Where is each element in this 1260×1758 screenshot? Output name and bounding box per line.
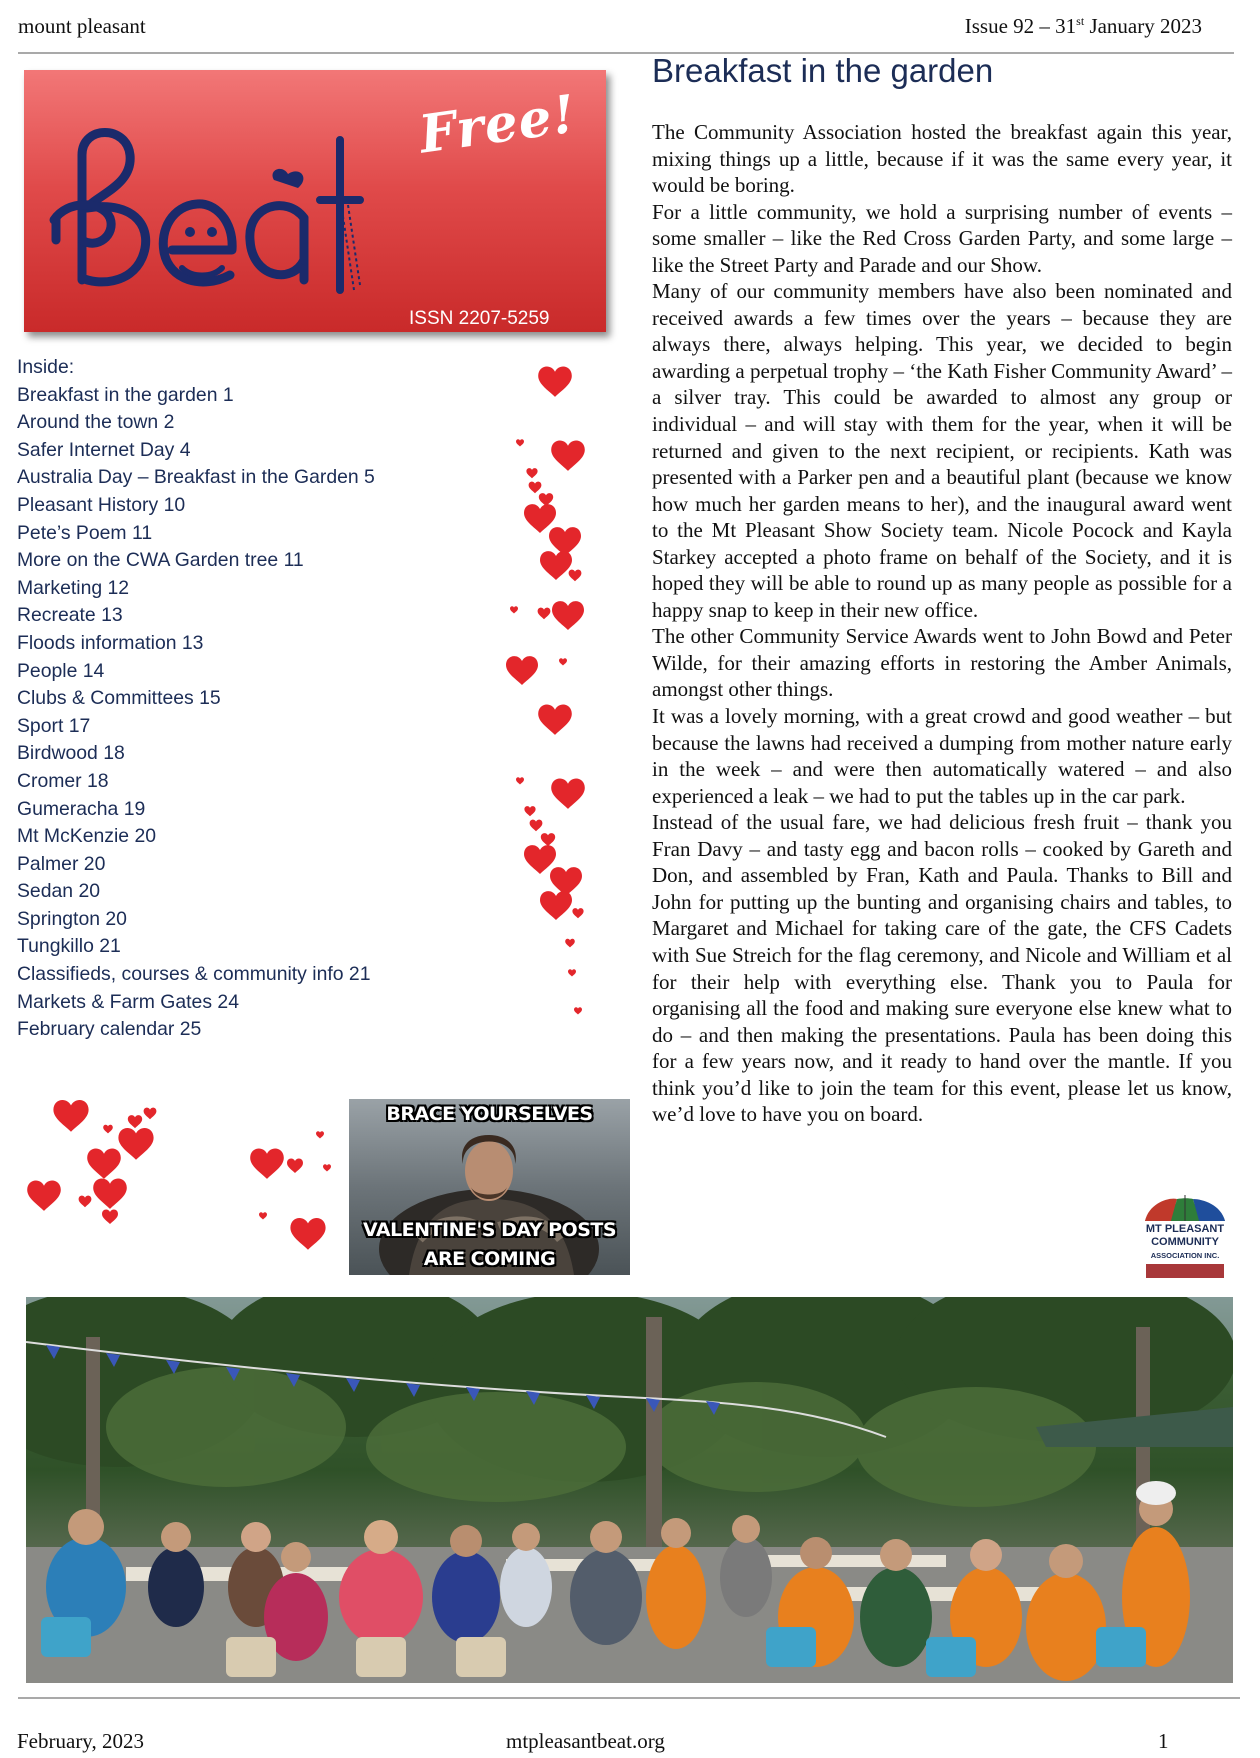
- heart-icon: [27, 1181, 61, 1211]
- contents-heading: Inside:: [17, 356, 75, 378]
- header-divider: [18, 52, 1234, 54]
- meme-bottom-line-2: ARE COMING: [423, 1248, 556, 1270]
- article-paragraph: Many of our community members have also been nominated and received awards a few times over the years – because they are always there, always helping. This year, we decided to begin awarding a perpetual trophy – ‘the Kath Fisher Community Award’ – a silver tray. This could be awarded to almost any group or individual – and will stay with them for the year, when it will be returned and given to the next recipient, or recipients. Kath was presented with a Parker pen and a beautiful plant (because we know how much her garden means to her), and the inaugural award went to the Mt Pleasant Show Society team. Nicole Pocock and Kayla Starkey accepted a photo frame on behalf of the Society, and it is hoped they will be able to round up as many people as possible for a happy snap to keep in their new office.: [652, 279, 1232, 622]
- heart-icon: [93, 1179, 127, 1209]
- heart-icon: [530, 820, 543, 832]
- contents-item: Sport 17: [17, 714, 91, 737]
- contents-item: Breakfast in the garden 1: [17, 383, 234, 406]
- issn-number: ISSN 2207-5259: [409, 308, 550, 329]
- contents-item: Sedan 20: [17, 880, 101, 903]
- contents-item: Classifieds, courses & community info 21: [17, 963, 371, 986]
- article-body: [652, 119, 1232, 1128]
- contents-item: February calendar 25: [17, 1018, 202, 1041]
- article-paragraph: It was a lovely morning, with a great crowd and good weather – but because the lawns had received a dumping from mother nature early in the week – and were then automatically watered – and also experienced a leak – we had to put the tables up in the car park.: [652, 704, 1232, 808]
- heart-icon: [290, 1218, 325, 1250]
- contents-list: [17, 354, 375, 1044]
- article-paragraph: For a little community, we hold a surprising number of events – some smaller – like the Red Cross Garden Party, and some large – like the Street Party and Parade and our Show.: [652, 199, 1232, 277]
- contents-item: Springton 20: [17, 907, 127, 930]
- heart-icon: [572, 908, 583, 918]
- meme-image: [349, 1099, 630, 1275]
- header-issue: [965, 14, 1202, 39]
- heart-icon: [259, 1212, 267, 1219]
- breakfast-event-photo: [26, 1297, 1233, 1683]
- contents-item: Birdwood 18: [17, 742, 125, 765]
- contents-item: Mt McKenzie 20: [17, 825, 157, 848]
- heart-icon: [506, 656, 538, 685]
- contents-item: Pleasant History 10: [17, 493, 186, 516]
- footer-date: February, 2023: [17, 1729, 144, 1753]
- heart-icon: [128, 1115, 142, 1128]
- logo-line-3: ASSOCIATION INC.: [1150, 1251, 1220, 1260]
- masthead-banner: [24, 70, 606, 332]
- header-publication-name: mount pleasant: [18, 14, 146, 38]
- heart-icon: [516, 777, 524, 784]
- meme-bottom-line-1: VALENTINE'S DAY POSTS: [362, 1219, 617, 1241]
- issue-suffix: January 2023: [1084, 14, 1202, 38]
- contents-item: Marketing 12: [17, 576, 130, 599]
- article-paragraph: The other Community Service Awards went to John Bowd and Peter Wilde, for their amazing efforts in restoring the Amber Animals, amongst other things.: [652, 624, 1232, 702]
- heart-icon: [287, 1159, 303, 1173]
- logo-line-2: COMMUNITY: [1151, 1236, 1219, 1248]
- heart-icon: [118, 1128, 153, 1160]
- contents-item: Recreate 13: [17, 604, 123, 627]
- heart-icon: [53, 1100, 88, 1132]
- meme-top-caption: BRACE YOURSELVES: [386, 1103, 593, 1125]
- heart-icon: [316, 1131, 324, 1138]
- logo-line-1: MT PLEASANT: [1145, 1223, 1225, 1235]
- heart-icon: [529, 482, 542, 494]
- contents-item: Tungkillo 21: [17, 935, 121, 958]
- article-paragraph: The Community Association hosted the breakfast again this year, mixing things up a little, because if it was the same every year, it would be boring.: [652, 120, 1232, 198]
- contents-item: Floods information 13: [17, 631, 204, 654]
- heart-icon: [538, 367, 572, 397]
- heart-icon: [550, 867, 582, 896]
- free-label: Free!: [415, 83, 580, 166]
- mpca-logo-text: [1141, 1223, 1229, 1262]
- meme-bottom-caption: [349, 1216, 630, 1274]
- heart-icon: [540, 551, 572, 580]
- heart-icon: [551, 441, 585, 471]
- contents-item: Safer Internet Day 4: [17, 438, 191, 461]
- article-paragraph: Instead of the usual fare, we had delicious fresh fruit – thank you Fran Davy – and tasty egg and bacon rolls – cooked by Gareth and Don, and assembled by Fran, Kath and Paula. Thanks to Bill and John for putting up the bunting and organising chairs and tables, to Margaret and Michael for taking care of the gate, the CFS Cadets with Sue Streich for the flag ceremony, and Nicole and William et al for their help with everything else. Thank you to Paula for organising all the food and making sure everyone else knew what to do – and then making the presentations. Paula has been doing this for a few years now, and it ready to hand over the mantle. If you think you’d like to join the team for this event, please let us know, we’d love to have you on board.: [652, 810, 1232, 1127]
- heart-icon: [524, 845, 556, 874]
- heart-icon: [552, 601, 584, 630]
- heart-icon: [539, 493, 553, 506]
- heart-icon: [516, 439, 524, 446]
- heart-icon: [510, 606, 518, 613]
- contents-item: Australia Day – Breakfast in the Garden 5: [17, 466, 375, 489]
- heart-icon: [549, 527, 581, 556]
- beat-logo: [42, 100, 422, 330]
- heart-icon: [524, 504, 556, 533]
- photo-scene: [26, 1297, 1233, 1683]
- heart-icon: [569, 570, 582, 582]
- heart-icon: [538, 608, 551, 620]
- heart-icon: [538, 705, 572, 735]
- contents-item: People 14: [17, 659, 105, 682]
- heart-icon: [87, 1149, 121, 1179]
- issue-prefix: Issue 92 – 31: [964, 14, 1077, 38]
- heart-icon: [250, 1149, 284, 1179]
- heart-icon: [323, 1164, 331, 1171]
- heart-icon: [559, 658, 567, 665]
- issue-superscript: st: [1076, 14, 1085, 28]
- heart-icon: [565, 939, 575, 948]
- contents-item: Cromer 18: [17, 769, 109, 792]
- footer-divider: [18, 1697, 1240, 1699]
- heart-icon: [103, 1125, 113, 1134]
- article-title: Breakfast in the garden: [652, 52, 994, 89]
- heart-icon: [79, 1196, 92, 1208]
- page-number: 1: [1158, 1729, 1169, 1753]
- contents-item: Pete’s Poem 11: [17, 521, 153, 544]
- heart-icon: [540, 891, 572, 920]
- heart-icon: [541, 833, 555, 846]
- logo-base-bar: [1146, 1264, 1224, 1278]
- contents-item: Markets & Farm Gates 24: [17, 990, 239, 1013]
- footer-website: mtpleasantbeat.org: [506, 1729, 665, 1753]
- heart-icon: [144, 1108, 157, 1120]
- contents-item: Clubs & Committees 15: [17, 687, 221, 710]
- heart-icon: [524, 806, 535, 816]
- contents-item: Around the town 2: [17, 411, 175, 434]
- contents-item: More on the CWA Garden tree 11: [17, 549, 304, 572]
- heart-icon: [574, 1007, 582, 1014]
- heart-icon: [568, 969, 576, 976]
- heart-icon: [102, 1210, 118, 1224]
- heart-icon: [551, 779, 585, 809]
- contents-item: Palmer 20: [17, 852, 106, 875]
- contents-item: Gumeracha 19: [17, 797, 146, 820]
- heart-icon: [526, 468, 537, 478]
